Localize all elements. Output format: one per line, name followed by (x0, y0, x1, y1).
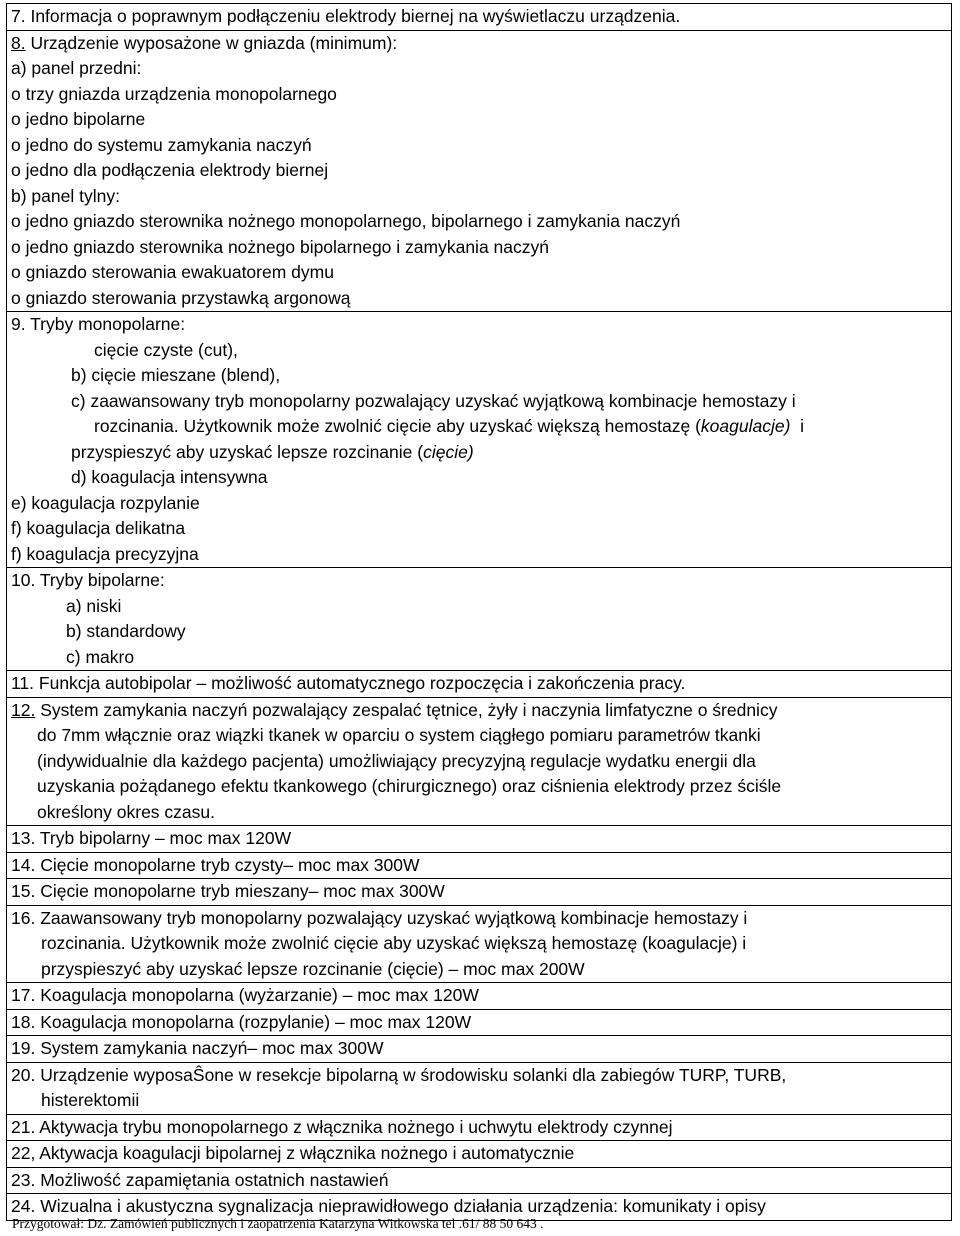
table-row (7, 1114, 952, 1141)
table-row (7, 697, 952, 826)
table-row (7, 1062, 952, 1114)
spec-22: 22, Aktywacja koagulacji bipolarnej z włącznika nożnego i automatycznie (7, 1141, 952, 1168)
table-row (7, 905, 952, 983)
table-row (7, 852, 952, 879)
table-row (7, 1167, 952, 1194)
spec-8: 8. Urządzenie wyposażone w gniazda (minimum): a) panel przedni: o trzy gniazda urządzenia monopolarnego o jedno bipolarne o jedno do systemu zamykania naczyń o jedno dla podłączenia elektrody biernej b) panel tylny: o jedno gniazdo sterownika nożnego monopolarnego, bipolarnego i zamykania naczyń o jedno gniazdo sterownika nożnego bipolarnego i zamykania naczyń o gniazdo sterowania ewakuatorem dymu o gniazdo sterowania przystawką argonową (7, 30, 952, 312)
spec-23: 23. Możliwość zapamiętania ostatnich nastawień (7, 1167, 952, 1194)
table-row (7, 826, 952, 853)
table-row (7, 983, 952, 1010)
spec-11: 11. Funkcja autobipolar – możliwość automatycznego rozpoczęcia i zakończenia pracy. (7, 671, 952, 698)
table-row (7, 568, 952, 671)
spec-24: 24. Wizualna i akustyczna sygnalizacja nieprawidłowego działania urządzenia: komunikaty i opisy (7, 1194, 952, 1221)
spec-15: 15. Cięcie monopolarne tryb mieszany– moc max 300W (7, 879, 952, 906)
table-row (7, 312, 952, 568)
spec-18: 18. Koagulacja monopolarna (rozpylanie) – moc max 120W (7, 1009, 952, 1036)
spec-12: 12. System zamykania naczyń pozwalający zespalać tętnice, żyły i naczynia limfatyczne o średnicy do 7mm włącznie oraz wiązki tkanek w oparciu o system ciągłego pomiaru parametrów tkanki (indywidualnie dla każdego pacjenta) umożliwiający precyzyjną regulacje wydatku energii dla uzyskania pożądanego efektu tkankowego (chirurgicznego) oraz ciśnienia elektrody przez ściśle określony okres czasu. (7, 697, 952, 826)
table-row (7, 1036, 952, 1063)
table-row (7, 879, 952, 906)
spec-20: 20. Urządzenie wyposaŜone w resekcje bipolarną w środowisku solanki dla zabiegów TURP, TURB, histerektomii (7, 1062, 952, 1114)
page-footer: Przygotował: Dz. Zamówień publicznych i zaopatrzenia Katarzyna Witkowska tel .61/ 88 50 643 . (12, 1216, 544, 1231)
spec-10: 10. Tryby bipolarne: a) niski b) standardowy c) makro (7, 568, 952, 671)
spec-19: 19. System zamykania naczyń– moc max 300W (7, 1036, 952, 1063)
specification-table (6, 3, 952, 1221)
table-row (7, 1009, 952, 1036)
spec-17: 17. Koagulacja monopolarna (wyżarzanie) – moc max 120W (7, 983, 952, 1010)
spec-14: 14. Cięcie monopolarne tryb czysty– moc max 300W (7, 852, 952, 879)
table-row (7, 671, 952, 698)
table-row (7, 1141, 952, 1168)
spec-21: 21. Aktywacja trybu monopolarnego z włącznika nożnego i uchwytu elektrody czynnej (7, 1114, 952, 1141)
spec-13: 13. Tryb bipolarny – moc max 120W (7, 826, 952, 853)
spec-7: 7. Informacja o poprawnym podłączeniu elektrody biernej na wyświetlaczu urządzenia. (7, 4, 952, 31)
spec-16: 16. Zaawansowany tryb monopolarny pozwalający uzyskać wyjątkową kombinacje hemostazy i rozcinania. Użytkownik może zwolnić cięcie aby uzyskać większą hemostazę (koagulacje) i przyspieszyć aby uzyskać lepsze rozcinanie (cięcie) – moc max 200W (7, 905, 952, 983)
table-row (7, 30, 952, 312)
table-row (7, 4, 952, 31)
spec-9: 9. Tryby monopolarne: cięcie czyste (cut), b) cięcie mieszane (blend), c) zaawansowany tryb monopolarny pozwalający uzyskać wyjątkową kombinacje hemostazy i rozcinania. Użytkownik może zwolnić cięcie aby uzyskać większą hemostazę (koagulacje) i przyspieszyć aby uzyskać lepsze rozcinanie (cięcie) d) koagulacja intensywna e) koagulacja rozpylanie f) koagulacja delikatna f) koagulacja precyzyjna (7, 312, 952, 568)
